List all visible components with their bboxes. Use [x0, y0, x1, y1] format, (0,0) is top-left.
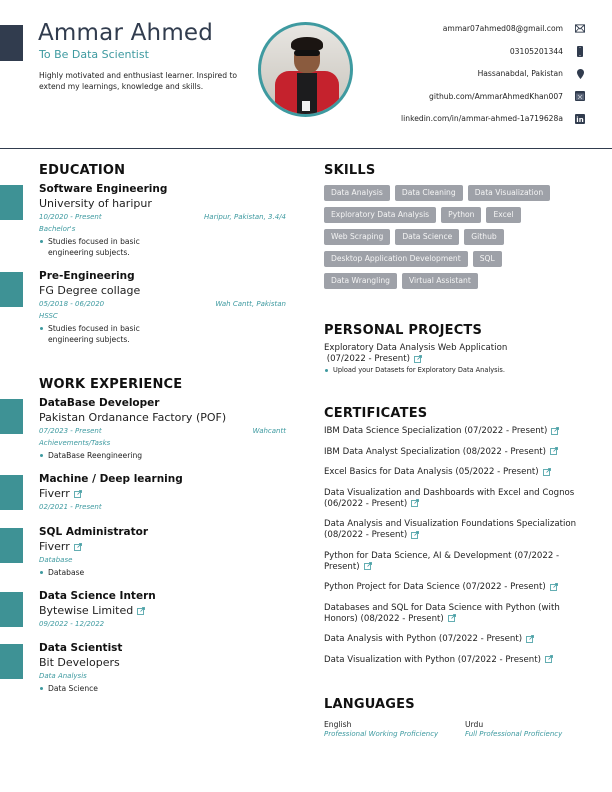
summary: Highly motivated and enthusiast learner. Inspired to extend my learnings, knowledge and skills.: [39, 71, 238, 91]
contact-location: Hassanabdal, Pakistan: [401, 67, 585, 80]
skill-tag: Virtual Assistant: [402, 273, 478, 289]
skill-tag: Data Analysis: [324, 185, 390, 201]
work-entry: DataBase Developer Pakistan Ordanance Factory (POF) 07/2023 - Present Wahcantt Achievements/Tasks DataBase Reengineering: [0, 397, 300, 467]
work-entry: SQL Administrator Fiverr Database Database: [0, 526, 300, 581]
certificate-link[interactable]: Data Visualization and Dashboards with Excel and Cognos (06/2022 - Present): [324, 487, 575, 509]
external-link-icon: [411, 499, 419, 507]
languages-heading: LANGUAGES: [324, 697, 415, 712]
entry-accent-bar: [0, 592, 23, 627]
project-link[interactable]: Exploratory Data Analysis Web Application (07/2022 - Present): [324, 343, 508, 364]
external-link-icon: [364, 562, 372, 570]
certificate-list: [324, 426, 584, 675]
project-bullet: Upload your Datasets for Exploratory Data Analysis.: [324, 366, 505, 374]
entry-accent-bar: [0, 272, 23, 307]
certificate-link[interactable]: Python Project for Data Science (07/2022 - Present): [324, 582, 584, 593]
education-entry: Software Engineering University of haripur 10/2020 - Present Haripur, Pakistan, 3.4/4 Bachelor's Studies focused in basic engineering subjects.: [0, 183, 300, 263]
contact-list: [401, 22, 585, 135]
skill-tag: Github: [464, 229, 503, 245]
external-link-icon: [414, 355, 422, 363]
work-entry: Machine / Deep learning Fiverr 02/2021 - Present: [0, 473, 300, 518]
work-entry: Data Science Intern Bytewise Limited 09/2022 - 12/2022: [0, 590, 300, 635]
svg-text:in: in: [576, 115, 584, 124]
entry-accent-bar: [0, 644, 23, 679]
external-link-icon: [526, 635, 534, 643]
certificate-link[interactable]: Excel Basics for Data Analysis (05/2022 - Present): [324, 467, 584, 478]
entry-accent-bar: [0, 399, 23, 434]
contact-email[interactable]: ammar07ahmed08@gmail.com: [401, 22, 585, 35]
personal-projects-heading: PERSONAL PROJECTS: [324, 323, 483, 338]
external-link-icon: [545, 655, 553, 663]
language-item: Urdu Full Professional Proficiency: [465, 720, 563, 738]
contact-linkedin[interactable]: linkedin.com/in/ammar-ahmed-1a719628a in: [401, 114, 584, 124]
skill-tag: SQL: [473, 251, 502, 267]
certificate-link[interactable]: Data Analysis and Visualization Foundations Specialization (08/2022 - Present): [324, 519, 577, 540]
entry-accent-bar: [0, 528, 23, 563]
location-pin-icon: [575, 69, 585, 79]
skills-heading: SKILLS: [324, 163, 376, 178]
github-icon: [575, 91, 585, 101]
company-link[interactable]: Bytewise Limited: [39, 604, 145, 617]
skill-tag: Desktop Application Development: [324, 251, 468, 267]
entry-accent-bar: [0, 475, 23, 510]
certificate-link[interactable]: Data Visualization with Python (07/2022 - Present): [324, 655, 584, 666]
contact-phone[interactable]: 03105201344: [401, 45, 585, 58]
skill-tag: Data Wrangling: [324, 273, 397, 289]
skill-tag: Web Scraping: [324, 229, 390, 245]
linkedin-icon: [575, 114, 585, 124]
header-divider: [0, 148, 612, 149]
company-link[interactable]: Fiverr: [39, 487, 82, 500]
candidate-role: To Be Data Scientist: [39, 48, 149, 61]
external-link-icon: [137, 607, 145, 615]
external-link-icon: [551, 427, 559, 435]
header-accent-block: [0, 25, 23, 61]
certificates-heading: CERTIFICATES: [324, 406, 428, 421]
skill-tag: Python: [441, 207, 481, 223]
external-link-icon: [74, 490, 82, 498]
certificate-link[interactable]: IBM Data Science Specialization (07/2022 - Present): [324, 426, 584, 437]
certificate-link[interactable]: Databases and SQL for Data Science with Python (with Honors) (08/2022 - Present): [324, 602, 560, 624]
certificate-link[interactable]: IBM Data Analyst Specialization (08/2022 - Present): [324, 447, 584, 458]
company-link[interactable]: Fiverr: [39, 540, 82, 553]
candidate-name: Ammar Ahmed: [38, 20, 214, 46]
skill-tag: Data Cleaning: [395, 185, 463, 201]
certificate-link[interactable]: Data Analysis with Python (07/2022 - Present): [324, 634, 584, 645]
skill-tag: Data Science: [395, 229, 459, 245]
external-link-icon: [550, 447, 558, 455]
skill-tag: Excel: [486, 207, 520, 223]
work-experience-heading: WORK EXPERIENCE: [39, 377, 183, 392]
phone-icon: [575, 46, 585, 56]
external-link-icon: [550, 583, 558, 591]
language-item: English Professional Working Proficiency: [324, 720, 439, 738]
certificate-link[interactable]: Python for Data Science, AI & Development (07/2022 - Present): [324, 550, 560, 572]
external-link-icon: [74, 543, 82, 551]
external-link-icon: [543, 468, 551, 476]
external-link-icon: [411, 531, 419, 539]
skill-tag: Exploratory Data Analysis: [324, 207, 436, 223]
profile-photo: [258, 22, 353, 117]
skills-list: [324, 185, 584, 295]
entry-accent-bar: [0, 185, 23, 220]
contact-github[interactable]: github.com/AmmarAhmedKhan007: [401, 90, 585, 103]
skill-tag: Data Visualization: [468, 185, 551, 201]
education-entry: Pre-Engineering FG Degree collage 05/2018 - 06/2020 Wah Cantt, Pakistan HSSC Studies focused in basic engineering subjects.: [0, 270, 300, 350]
external-link-icon: [448, 614, 456, 622]
mail-icon: [575, 24, 585, 34]
work-entry: Data Scientist Bit Developers Data Analysis Data Science: [0, 642, 300, 697]
education-heading: EDUCATION: [39, 163, 126, 178]
